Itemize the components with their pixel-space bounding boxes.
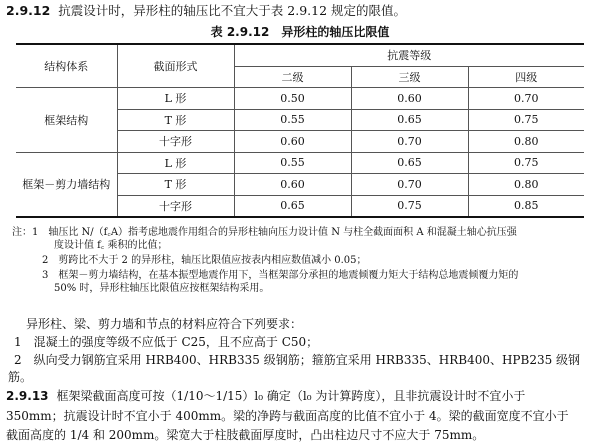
shape-cell: L 形 [117, 88, 234, 110]
header-grade2: 二级 [234, 66, 351, 88]
value-cell: 0.80 [468, 174, 584, 196]
value-cell: 0.55 [234, 109, 351, 131]
value-cell: 0.75 [468, 152, 584, 174]
table-header-row [16, 44, 584, 66]
section-2-9-13-line-2: 350mm；抗震设计时不宜小于 400mm。梁的净跨与截面高度的比值不宜小于 4。梁的截面宽度不宜小于 [6, 409, 569, 423]
note-2: 2 剪跨比不大于 2 的异形柱，轴压比限值应按表内相应数值减小 0.05； [42, 255, 367, 266]
system-cell: 框架结构 [16, 88, 117, 153]
table-row [16, 88, 584, 110]
value-cell: 0.60 [234, 131, 351, 153]
note-3-line-1: 3 框架－剪力墙结构，在基本振型地震作用下，当框架部分承担的地震倾覆力矩大于结构总地震倾覆力矩的 [42, 270, 519, 281]
shape-cell: T 形 [117, 174, 234, 196]
materials-item-2-line-2: 筋。 [8, 370, 33, 384]
value-cell: 0.85 [468, 195, 584, 217]
materials-item-2-line-1: 2 纵向受力钢筋宜采用 HRB400、HRB335 级钢筋；箍筋宜采用 HRB335、HRB400、HPB235 级钢 [14, 353, 581, 367]
value-cell: 0.70 [468, 88, 584, 110]
note-1-line-2: 度设计值 f꜀ 乘积的比值； [54, 240, 168, 251]
system-cell: 框架－剪力墙结构 [16, 152, 117, 217]
value-cell: 0.55 [234, 152, 351, 174]
table-row [16, 152, 584, 174]
header-section: 截面形式 [117, 44, 234, 88]
note-3-line-2: 50% 时，异形柱轴压比限值应按框架结构采用。 [54, 283, 270, 294]
section-2-9-13-line-3: 截面高度的 1/4 和 200mm。梁宽大于柱肢截面厚度时，凸出柱边尺寸不应大于 75mm。 [6, 428, 485, 442]
section-text: 抗震设计时，异形柱的轴压比不宜大于表 2.9.12 规定的限值。 [58, 3, 407, 18]
section-number: 2.9.12 [6, 3, 51, 18]
value-cell: 0.50 [234, 88, 351, 110]
value-cell: 0.65 [351, 109, 468, 131]
value-cell: 0.75 [351, 195, 468, 217]
table-notes [12, 226, 518, 295]
materials-intro: 异形柱、梁、剪力墙和节点的材料应符合下列要求： [26, 317, 303, 331]
value-cell: 0.70 [351, 131, 468, 153]
value-cell: 0.80 [468, 131, 584, 153]
value-cell: 0.75 [468, 109, 584, 131]
shape-cell: 十字形 [117, 131, 234, 153]
note-1-line-1: 注：1 轴压比 N/（f꜀A）指考虑地震作用组合的异形柱轴向压力设计值 N 与柱全截面面积 A 和混凝土轴心抗压强 [12, 227, 517, 238]
value-cell: 0.65 [234, 195, 351, 217]
materials-item-1: 1 混凝土的强度等级不应低于 C25，且不应高于 C50； [14, 335, 319, 349]
axial-ratio-table [16, 43, 584, 218]
header-system: 结构体系 [16, 44, 117, 88]
header-grade4: 四级 [468, 66, 584, 88]
value-cell: 0.60 [351, 88, 468, 110]
section-number: 2.9.13 [6, 389, 49, 403]
shape-cell: 十字形 [117, 195, 234, 217]
section-2-9-13 [6, 389, 525, 404]
value-cell: 0.60 [234, 174, 351, 196]
section-2-9-12-heading [6, 3, 406, 18]
shape-cell: L 形 [117, 152, 234, 174]
value-cell: 0.65 [351, 152, 468, 174]
header-grade3: 三级 [351, 66, 468, 88]
shape-cell: T 形 [117, 109, 234, 131]
header-grade-group: 抗震等级 [234, 44, 584, 66]
table-caption: 表 2.9.12 异形柱的轴压比限值 [210, 25, 390, 39]
section-2-9-13-line-1: 框架梁截面高度可按（1/10～1/15）l₀ 确定（l₀ 为计算跨度），且非抗震设计时不宜小于 [56, 389, 526, 403]
value-cell: 0.70 [351, 174, 468, 196]
